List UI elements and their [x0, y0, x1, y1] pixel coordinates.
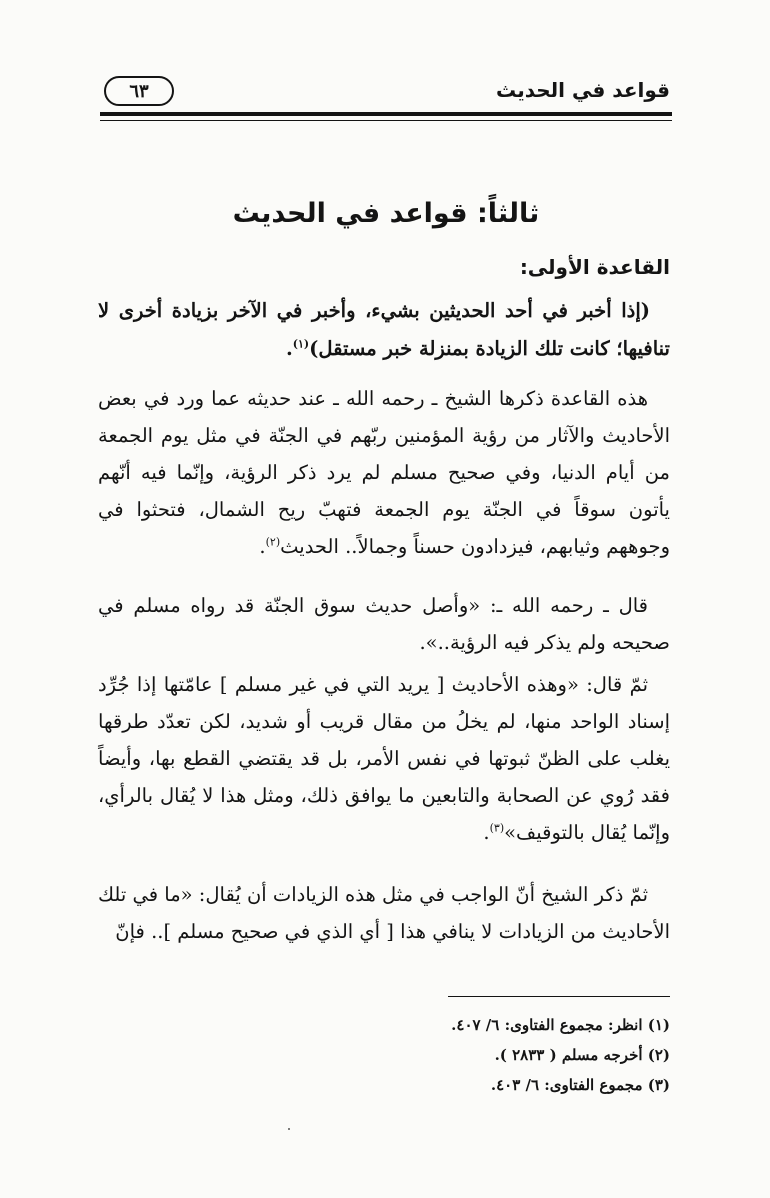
- paragraph-text: ثمّ قال: «وهذه الأحاديث [ يريد التي في غير مسلم ] عامّتها إذا جُرِّد إسناد الواحد منها، لم يخلُ من مقال قريب أو شديد، لكن تعدّد طرقها يغلب على الظنّ ثبوتها في نفس الأمر، بل قد يقتضي القطع بها، وأيضاً فقد رُوي عن الصحابة والتابعين ما يوافق ذلك، ومثل هذا لا يُقال بالرأي، وإنّما يُقال بالتوقيف»: [98, 673, 670, 844]
- footnote-separator: [448, 996, 670, 997]
- footnote-2: (٢) أخرجه مسلم ( ٢٨٣٣ ).: [494, 1046, 670, 1064]
- header-rule-thick: [100, 112, 672, 116]
- paragraph-text: قال ـ رحمه الله ـ: «وأصل حديث سوق الجنّة قد رواه مسلم في صحيحه ولم يذكر فيه الرؤية..».: [98, 594, 670, 654]
- rule-text-body: (إذا أخبر في أحد الحديثين بشيء، وأخبر في الآخر بزيادة أخرى لا تنافيها؛ كانت تلك الزيادة بمنزلة خبر مستقل): [98, 299, 670, 360]
- footnote-1: (١) انظر: مجموع الفتاوى: ٦/ ٤٠٧.: [451, 1016, 670, 1034]
- scan-speck: [288, 1128, 290, 1130]
- page-number: ٦٣: [129, 80, 149, 102]
- header-rule-thin: [100, 120, 672, 121]
- rule-heading: القاعدة الأولى:: [519, 255, 670, 279]
- footnote-marker: (١): [292, 337, 310, 351]
- paragraph-3: ثمّ قال: «وهذه الأحاديث [ يريد التي في غير مسلم ] عامّتها إذا جُرِّد إسناد الواحد منها، لم يخلُ من مقال قريب أو شديد، لكن تعدّد طرقها يغلب على الظنّ ثبوتها في نفس الأمر، بل قد يقتضي القطع بها، وأيضاً فقد رُوي عن الصحابة والتابعين ما يوافق ذلك، ومثل هذا لا يُقال بالرأي، وإنّما يُقال بالتوقيف»$^{(٣)}$.: [98, 673, 670, 844]
- footnote-marker: (٢): [265, 535, 281, 549]
- running-title: قواعد في الحديث: [496, 78, 670, 102]
- paragraph-1: هذه القاعدة ذكرها الشيخ ـ رحمه الله ـ عند حديثه عما ورد في بعض الأحاديث والآثار من رؤية المؤمنين ربّهم في الجنّة في مثل يوم الجمعة من أيام الدنيا، وفي صحيح مسلم لم يرد ذكر الرؤية، وإنّما فيه أنّهم يأتون سوقاً في الجنّة يوم الجمعة فتهبّ ريح الشمال، فتحثوا في وجوههم وثيابهم، فيزدادون حسناً وجمالاً.. الحديث$^{(٢)}$.: [98, 387, 670, 558]
- footnote-3: (٣) مجموع الفتاوى: ٦/ ٤٠٣.: [490, 1076, 670, 1094]
- page-number-frame: [104, 76, 174, 106]
- paragraph-text: هذه القاعدة ذكرها الشيخ ـ رحمه الله ـ عند حديثه عما ورد في بعض الأحاديث والآثار من رؤية المؤمنين ربّهم في الجنّة في مثل يوم الجمعة من أيام الدنيا، وفي صحيح مسلم لم يرد ذكر الرؤية، وإنّما فيه أنّهم يأتون سوقاً في الجنّة يوم الجمعة فتهبّ ريح الشمال، فتحثوا في وجوههم وثيابهم، فيزدادون حسناً وجمالاً.. الحديث: [98, 387, 670, 558]
- footnotes: [98, 1010, 670, 1100]
- paragraph-4: [98, 876, 670, 950]
- paragraph-text: ثمّ ذكر الشيخ أنّ الواجب في مثل هذه الزيادات أن يُقال: «ما في تلك الأحاديث من الزيادات لا ينافي هذا [ أي الذي في صحيح مسلم ].. فإنّ: [98, 883, 670, 943]
- footnote-marker: (٣): [489, 821, 505, 835]
- paragraph-2: [98, 587, 670, 661]
- section-title: ثالثاً: قواعد في الحديث: [232, 198, 540, 229]
- rule-text: (إذا أخبر في أحد الحديثين بشيء، وأخبر في الآخر بزيادة أخرى لا تنافيها؛ كانت تلك الزيادة بمنزلة خبر مستقل)$^{(١)}$.: [98, 299, 670, 360]
